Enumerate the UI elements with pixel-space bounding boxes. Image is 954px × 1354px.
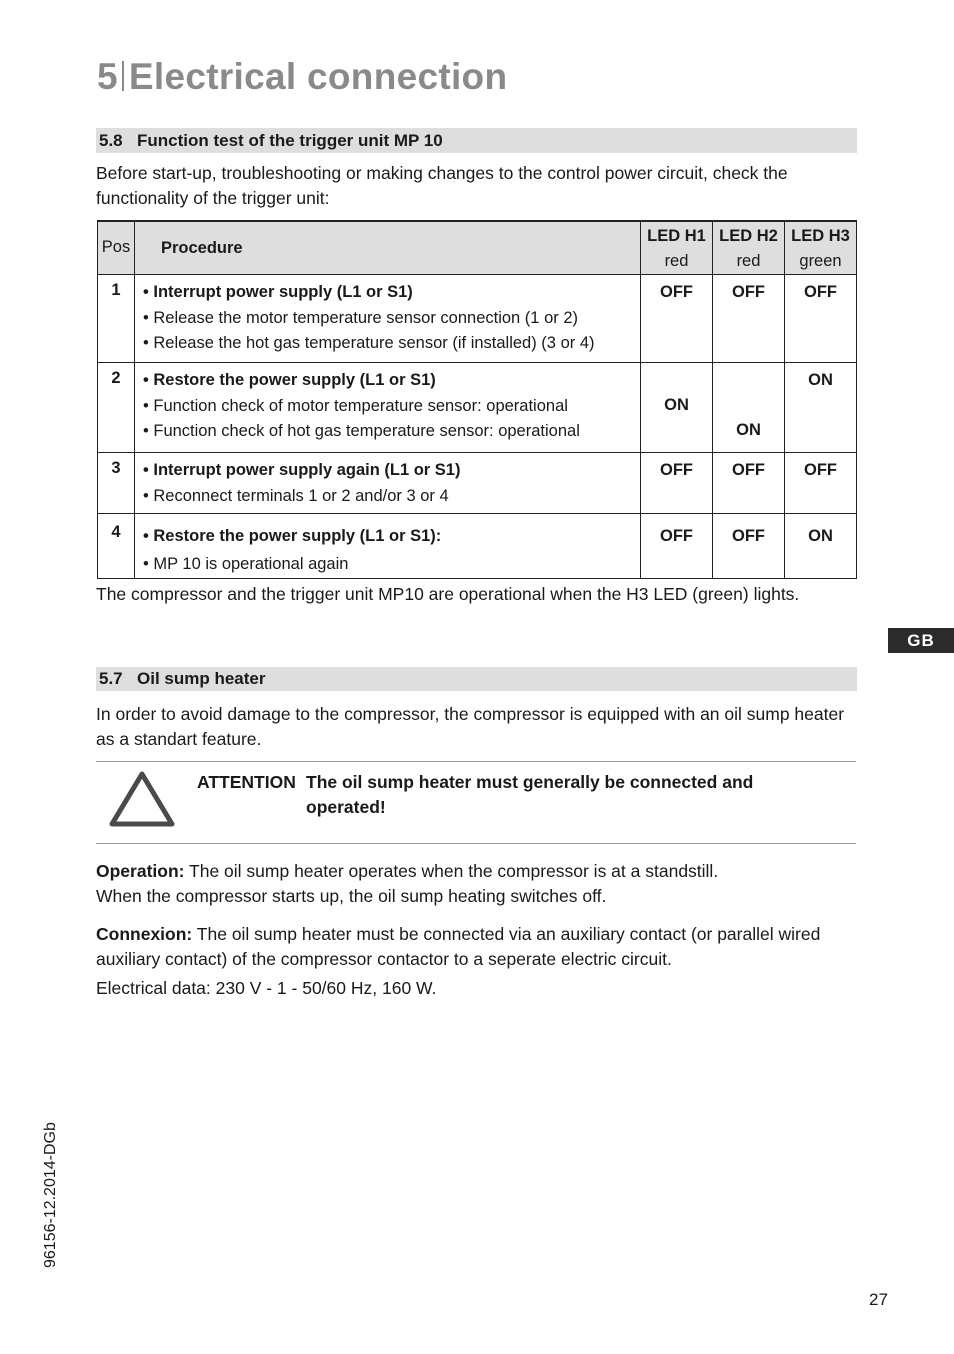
row-sub-step: • Release the hot gas temperature sensor (if installed) (3 or 4) [143,334,595,352]
row-sub-step: • Function check of hot gas temperature sensor: operational [143,422,580,440]
row-pos: 3 [98,453,135,514]
header-led-h2-color: red [736,252,761,270]
section-number: 5.8 [99,131,123,150]
row-led-h3: ON [785,363,857,453]
header-led-h2-label: LED H2 [719,227,778,245]
section-intro: In order to avoid damage to the compressor, the compressor is equipped with an oil sump heater as a standart feature. [96,704,845,749]
warning-triangle-icon [108,770,176,828]
chapter-title: Electrical connection [128,56,508,97]
row-led-h3: OFF [785,453,857,514]
section-heading-5-7 [96,667,857,691]
header-led-h3-label: LED H3 [791,227,850,245]
row-led-h2: OFF [713,275,785,363]
row-led-h2: OFF [713,453,785,514]
row-procedure [135,453,641,514]
row-led-h1: ON [641,363,713,453]
connexion-text: The oil sump heater must be connected via an auxiliary contact (or parallel wired auxiliary contact) of the compressor contactor to a seperate electric circuit. [96,924,821,969]
row-procedure [135,363,641,453]
operation-line2: When the compressor starts up, the oil sump heating switches off. [96,885,607,906]
header-led-h1-label: LED H1 [647,227,706,245]
header-led-h2 [713,221,785,275]
attention-bottom-rule [96,843,856,844]
attention-label: ATTENTION [197,772,296,792]
row-led-h1: OFF [641,453,713,514]
section-intro: Before start-up, troubleshooting or making changes to the control power circuit, check the functionality of the trigger unit: [96,163,788,208]
row-main-step: • Interrupt power supply (L1 or S1) [143,283,413,301]
section-title: Oil sump heater [137,669,266,688]
row-main-step: • Interrupt power supply again (L1 or S1) [143,461,461,479]
table-row [98,363,857,453]
row-main-step: • Restore the power supply (L1 or S1): [143,527,442,545]
row-sub-step: • Release the motor temperature sensor connection (1 or 2) [143,308,578,327]
row-procedure [135,514,641,579]
row-procedure [135,275,641,363]
operation-line1: The oil sump heater operates when the compressor is at a standstill. [184,861,719,881]
language-tab: GB [888,628,954,653]
row-pos: 4 [98,514,135,579]
table-row [98,453,857,514]
document-id: 96156-12.2014-DGb [42,1122,59,1268]
row-pos: 2 [98,363,135,453]
header-pos: Pos [98,221,135,275]
electrical-data: Electrical data: 230 V - 1 - 50/60 Hz, 160 W. [96,978,437,998]
row-main-step: • Restore the power supply (L1 or S1) [143,371,436,389]
table-row [98,275,857,363]
page-number: 27 [869,1290,888,1309]
connexion-paragraph [96,922,858,971]
header-procedure: Procedure [135,221,641,275]
row-led-h2: ON [713,363,785,453]
row-sub-step: • Function check of motor temperature sensor: operational [143,396,568,415]
table-header-row [98,221,857,275]
row-sub-step: • MP 10 is operational again [143,555,349,573]
section-title: Function test of the trigger unit MP 10 [137,131,443,150]
section-number: 5.7 [99,669,123,688]
connexion-label: Connexion: [96,924,193,944]
row-pos: 1 [98,275,135,363]
operation-paragraph [96,859,858,908]
procedure-table [97,220,857,579]
operation-label: Operation: [96,861,185,881]
attention-top-rule [96,761,856,762]
header-led-h1 [641,221,713,275]
table-row [98,514,857,579]
section-heading-5-8 [96,128,857,153]
chapter-number: 5 [97,56,118,97]
header-led-h3 [785,221,857,275]
chapter-heading [97,56,507,98]
chapter-separator [122,61,124,91]
row-led-h1: OFF [641,275,713,363]
row-led-h3: ON [785,514,857,579]
row-led-h1: OFF [641,514,713,579]
attention-text: The oil sump heater must generally be connected and operated! [306,772,754,817]
row-sub-step: • Reconnect terminals 1 or 2 and/or 3 or 4 [143,486,449,505]
table-note: The compressor and the trigger unit MP10 are operational when the H3 LED (green) lights. [96,584,800,604]
header-led-h3-color: green [799,252,842,270]
row-led-h2: OFF [713,514,785,579]
header-led-h1-color: red [664,252,689,270]
row-led-h3: OFF [785,275,857,363]
